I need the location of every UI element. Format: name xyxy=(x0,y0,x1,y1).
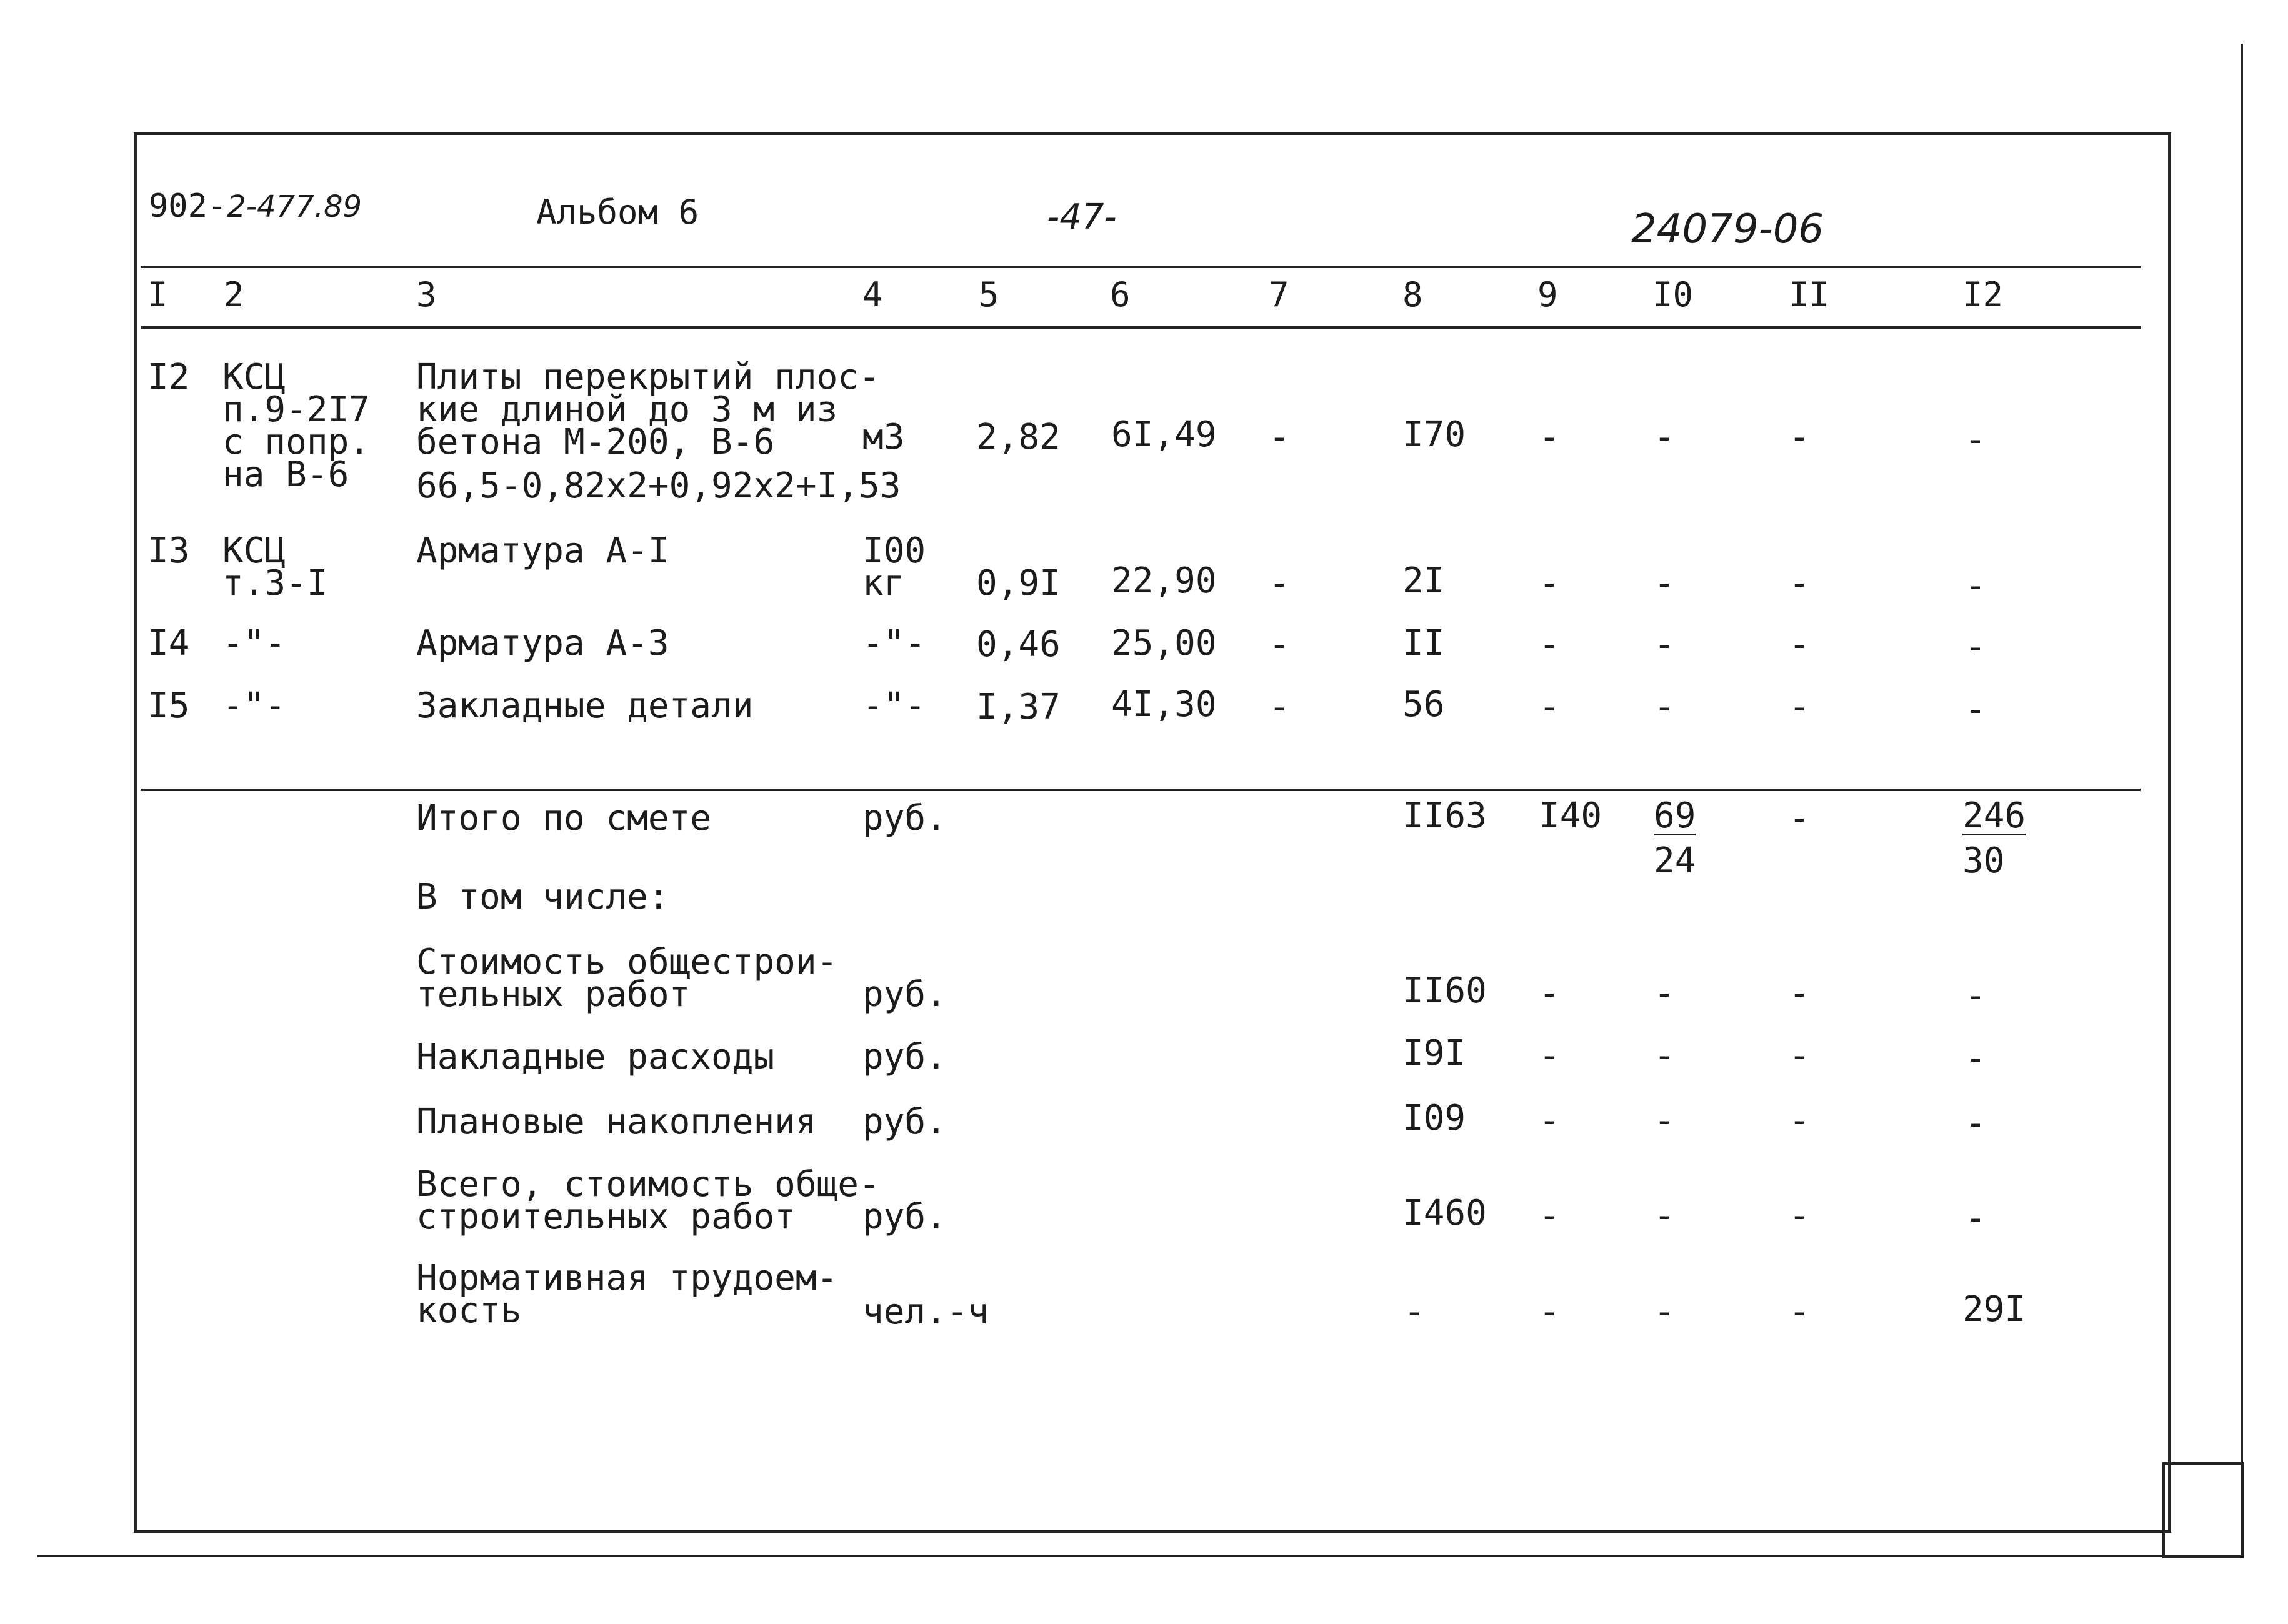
row-14-qty: 0,46 xyxy=(976,624,1061,665)
grand-total-c8: I460 xyxy=(1402,1193,1487,1233)
col-num-3: 3 xyxy=(416,275,437,314)
row-12-c8: I70 xyxy=(1402,414,1466,455)
row-13-c7: - xyxy=(1269,563,1290,604)
general-work-c9: - xyxy=(1539,973,1560,1014)
row-15-ref: -"- xyxy=(222,685,286,726)
planned-savings-unit: руб. xyxy=(862,1102,947,1142)
row-12-unit: м3 xyxy=(862,417,905,457)
planned-savings-c8: I09 xyxy=(1402,1098,1466,1138)
labor-c9: - xyxy=(1539,1292,1560,1332)
general-work-c11: - xyxy=(1789,973,1810,1014)
including-label: В том числе: xyxy=(416,877,669,917)
row-15-c11: - xyxy=(1789,687,1810,727)
row-14-name: Арматура А-3 xyxy=(416,623,669,664)
row-14-c9: - xyxy=(1539,624,1560,665)
totals-rule xyxy=(141,789,2141,791)
row-15-unit: -"- xyxy=(862,685,926,726)
row-14-c10: - xyxy=(1654,624,1675,665)
row-13-c12: - xyxy=(1965,565,1986,606)
col-num-2: 2 xyxy=(224,275,244,314)
labor-c11: - xyxy=(1789,1292,1810,1332)
row-13-c10: - xyxy=(1654,563,1675,604)
total-c10-bottom: 24 xyxy=(1654,840,1696,881)
general-work-c8: II60 xyxy=(1402,970,1487,1011)
row-12-formula: 66,5-0,82х2+0,92х2+I,53 xyxy=(416,466,901,506)
row-12-c10: - xyxy=(1654,417,1675,457)
row-12-c9: - xyxy=(1539,417,1560,457)
row-15-qty: I,37 xyxy=(976,687,1061,727)
row-15-c10: - xyxy=(1654,687,1675,727)
col-num-6: 6 xyxy=(1110,275,1131,314)
row-12-qty: 2,82 xyxy=(976,417,1061,457)
row-13-num: I3 xyxy=(147,531,190,571)
row-12-price: 6I,49 xyxy=(1111,414,1217,455)
col-num-9: 9 xyxy=(1537,275,1558,314)
row-13-name: Арматура А-I xyxy=(416,531,669,571)
labor-c12: 29I xyxy=(1962,1289,2026,1330)
labor-c10: - xyxy=(1654,1292,1675,1332)
overhead-unit: руб. xyxy=(862,1037,947,1077)
overhead-c12: - xyxy=(1965,1038,1986,1079)
row-13-c9: - xyxy=(1539,563,1560,604)
doc-code-handwritten: 2-477.89 xyxy=(227,189,362,224)
row-15-name: Закладные детали xyxy=(416,685,754,726)
page-number: -47- xyxy=(1047,197,1117,237)
row-14-c11: - xyxy=(1789,624,1810,665)
row-12-ref: КСЦ п.9-2I7 с попр. на В-6 xyxy=(222,357,371,495)
header-rule-top xyxy=(141,266,2141,268)
col-num-11: II xyxy=(1789,275,1830,314)
row-15-price: 4I,30 xyxy=(1111,684,1217,725)
row-14-ref: -"- xyxy=(222,623,286,664)
overhead-c10: - xyxy=(1654,1035,1675,1076)
total-c8: II63 xyxy=(1402,795,1487,836)
row-14-c8: II xyxy=(1402,623,1445,664)
total-c10-top: 69 xyxy=(1654,795,1696,836)
col-num-10: I0 xyxy=(1652,275,1694,314)
planned-savings-c10: - xyxy=(1654,1100,1675,1141)
grand-total-name: Всего, стоимость обще- строительных работ xyxy=(416,1164,880,1237)
row-12-num: I2 xyxy=(147,357,190,397)
labor-c8: - xyxy=(1404,1292,1425,1332)
total-c11: - xyxy=(1789,798,1810,839)
general-work-name: Стоимость общестрои- тельных работ xyxy=(416,942,838,1015)
row-12-c12: - xyxy=(1965,419,1986,460)
general-work-c10: - xyxy=(1654,973,1675,1014)
total-name: Итого по смете xyxy=(416,798,712,839)
row-15-c8: 56 xyxy=(1402,684,1445,725)
row-14-c12: - xyxy=(1965,627,1986,667)
col-num-12: I2 xyxy=(1962,275,2004,314)
binding-line xyxy=(2241,44,2243,1556)
labor-unit: чел.-ч xyxy=(862,1292,989,1332)
row-12-c11: - xyxy=(1789,417,1810,457)
row-14-price: 25,00 xyxy=(1111,623,1217,664)
row-13-c8: 2I xyxy=(1402,560,1445,601)
total-c9: I40 xyxy=(1539,795,1602,836)
stamp-box xyxy=(2162,1462,2244,1558)
row-14-num: I4 xyxy=(147,623,190,664)
general-work-unit: руб. xyxy=(862,974,947,1015)
doc-code: 902-2-477.89 xyxy=(149,187,362,225)
general-work-c12: - xyxy=(1965,975,1986,1016)
row-13-c11: - xyxy=(1789,563,1810,604)
row-12-name: Плиты перекрытий плос- кие длиной до 3 м из бетона М-200, В-6 xyxy=(416,357,880,462)
header-rule-bottom xyxy=(141,326,2141,329)
row-13-ref: КСЦ т.3-I xyxy=(222,531,328,604)
total-c12-bottom: 30 xyxy=(1962,840,2005,881)
overhead-c8: I9I xyxy=(1402,1033,1466,1074)
row-13-qty: 0,9I xyxy=(976,563,1061,604)
row-15-c12: - xyxy=(1965,689,1986,730)
row-15-c9: - xyxy=(1539,687,1560,727)
row-15-c7: - xyxy=(1269,687,1290,727)
col-num-7: 7 xyxy=(1269,275,1289,314)
grand-total-unit: руб. xyxy=(862,1197,947,1237)
planned-savings-c12: - xyxy=(1965,1103,1986,1143)
planned-savings-c9: - xyxy=(1539,1100,1560,1141)
col-num-5: 5 xyxy=(979,275,999,314)
labor-name: Нормативная трудоем- кость xyxy=(416,1258,838,1331)
planned-savings-name: Плановые накопления xyxy=(416,1102,817,1142)
sheet-code: 24079-06 xyxy=(1631,206,1824,252)
row-12-c7: - xyxy=(1269,417,1290,457)
col-num-8: 8 xyxy=(1402,275,1423,314)
grand-total-c10: - xyxy=(1654,1195,1675,1236)
total-unit: руб. xyxy=(862,798,947,839)
row-14-unit: -"- xyxy=(862,623,926,664)
overhead-name: Накладные расходы xyxy=(416,1037,775,1077)
row-13-unit: I00 кг xyxy=(862,531,926,604)
grand-total-c9: - xyxy=(1539,1195,1560,1236)
planned-savings-c11: - xyxy=(1789,1100,1810,1141)
overhead-c9: - xyxy=(1539,1035,1560,1076)
row-13-price: 22,90 xyxy=(1111,560,1217,601)
col-num-4: 4 xyxy=(862,275,883,314)
col-num-1: I xyxy=(147,275,168,314)
overhead-c11: - xyxy=(1789,1035,1810,1076)
album-label: Альбом 6 xyxy=(536,192,699,232)
grand-total-c11: - xyxy=(1789,1195,1810,1236)
grand-total-c12: - xyxy=(1965,1198,1986,1238)
row-15-num: I5 xyxy=(147,685,190,726)
bottom-rule xyxy=(37,1555,2244,1557)
row-14-c7: - xyxy=(1269,624,1290,665)
total-c12-top: 246 xyxy=(1962,795,2026,836)
